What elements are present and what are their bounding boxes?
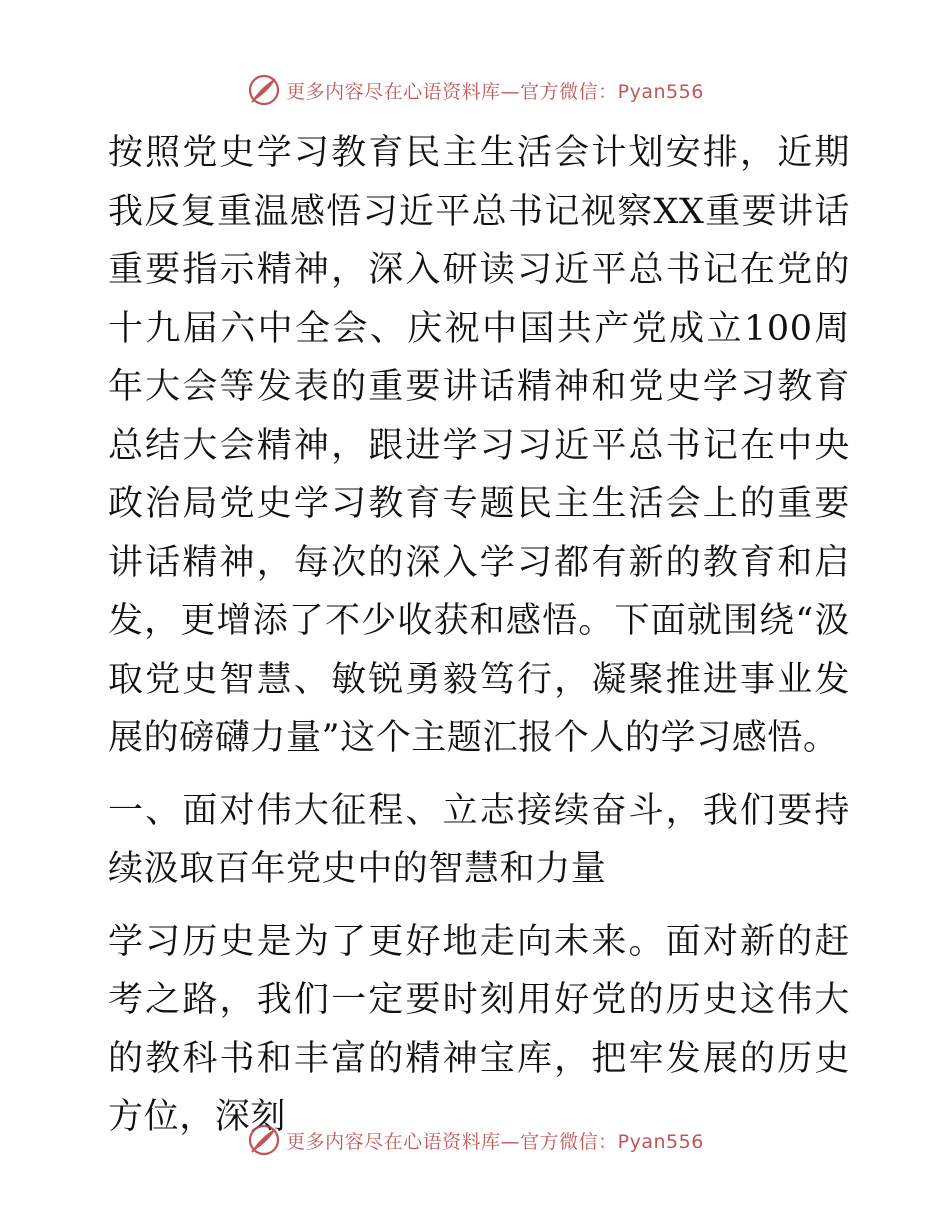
paragraph-section-1: 学习历史是为了更好地走向未来。面对新的赶考之路，我们一定要时刻用好党的历史这伟大的教科书和丰富的精神宝库，把牢发展的历史方位，深刻 xyxy=(108,921,850,1137)
watermark-header xyxy=(0,70,950,110)
section-heading: 一、面对伟大征程、立志接续奋斗，我们要持续汲取百年党史中的智慧和力量 xyxy=(108,790,850,889)
paragraph-intro: 按照党史学习教育民主生活会计划安排，近期我反复重温感悟习近平总书记视察XX重要讲话重要指示精神，深入研读习近平总书记在党的十九届六中全会、庆祝中国共产党成立100周年大会等发表的重要讲话精神和党史学习教育总结大会精神，跟进学习习近平总书记在中央政治局党史学习教育专题民主生活会上的重要讲话精神，每次的深入学习都有新的教育和启发，更增添了不少收获和感悟。下面就围绕“汲取党史智慧、敏锐勇毅笃行，凝聚推进事业发展的磅礴力量”这个主题汇报个人的学习感悟。 xyxy=(108,133,850,758)
quill-seal-icon xyxy=(246,1122,282,1158)
watermark-text: 更多内容尽在心语资料库—官方微信：Pyan556 xyxy=(286,80,704,103)
quill-seal-icon xyxy=(246,72,282,108)
watermark-footer xyxy=(0,1120,950,1160)
document-body xyxy=(98,124,850,1147)
watermark-text: 更多内容尽在心语资料库—官方微信：Pyan556 xyxy=(286,1130,704,1153)
